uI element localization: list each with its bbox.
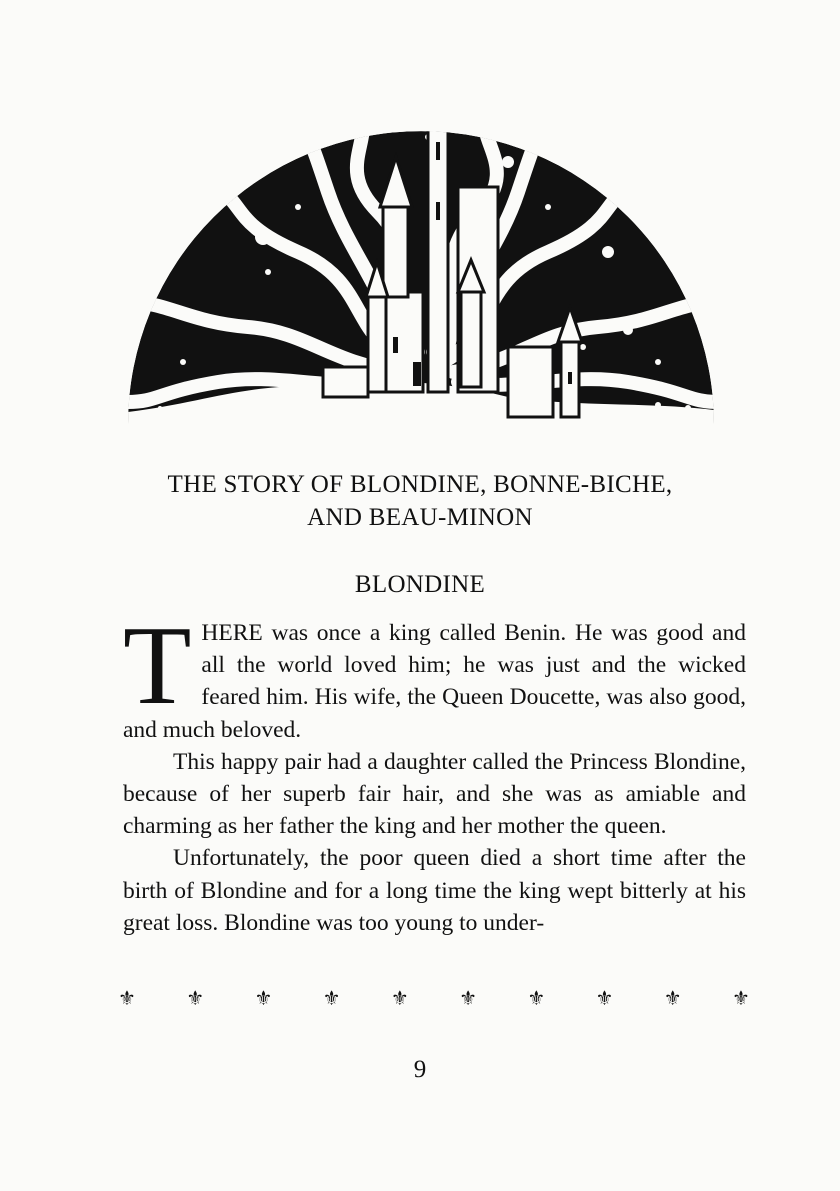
page-number: 9 [413, 1056, 427, 1083]
fleur-de-lis-ornament-row [118, 985, 750, 1011]
fleur-de-lis-icon: ⚜ [527, 986, 546, 1010]
fleur-de-lis-icon: ⚜ [390, 986, 409, 1010]
fleur-de-lis-icon: ⚜ [118, 986, 136, 1010]
fleur-de-lis-icon: ⚜ [254, 986, 273, 1010]
drop-cap: T [123, 604, 192, 728]
fleur-de-lis-icon: ⚜ [322, 986, 341, 1010]
story-title [100, 468, 740, 534]
fleur-de-lis-icon: ⚜ [186, 986, 205, 1010]
paragraph-3: Unfortunately, the poor queen died a short time after the birth of Blondine and for a long time the king wept bitterly at his great loss. Blondine was too young to under- [123, 845, 746, 936]
fleur-de-lis-icon: ⚜ [663, 986, 682, 1010]
story-title-line-2: AND BEAU-MINON [307, 504, 533, 531]
paragraph-2: This happy pair had a daughter called the Princess Blondine, because of her superb fair hair, and she was as amiable and charming as her father the king and her mother the queen. [123, 748, 746, 840]
fleur-de-lis-icon: ⚜ [459, 986, 478, 1010]
castle-night-sky-illustration [128, 112, 714, 427]
chapter-heading: BLONDINE [354, 571, 486, 598]
paragraph-1 [123, 604, 746, 746]
fleur-de-lis-icon: ⚜ [595, 986, 614, 1010]
paragraph-1-text: HERE was once a king called Benin. He was good and all the world loved him; he was just and the wicked feared him. His wife, the Queen Doucette, was also good, and much beloved. [123, 620, 746, 743]
story-title-line-1: THE STORY OF BLONDINE, BONNE-BICHE, [167, 471, 673, 498]
fleur-de-lis-icon: ⚜ [731, 986, 750, 1010]
story-body [123, 604, 746, 939]
